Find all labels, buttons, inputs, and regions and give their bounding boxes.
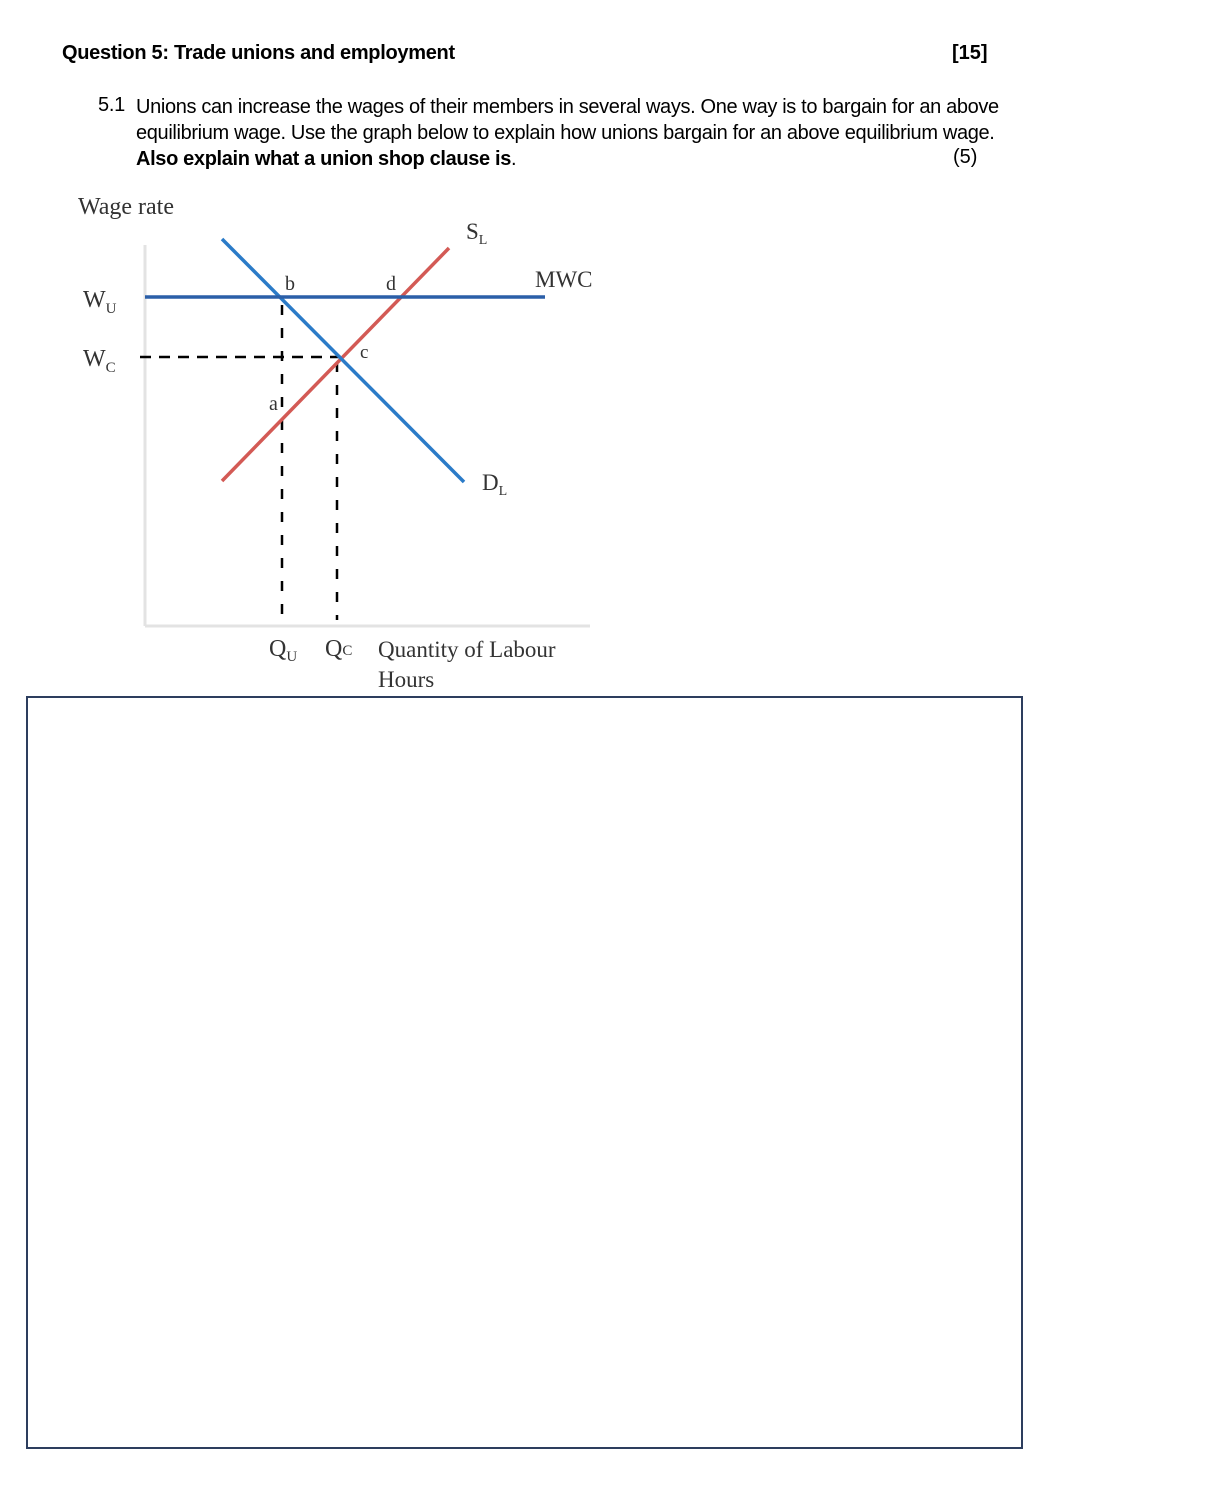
question-title: Question 5: Trade unions and employment — [62, 42, 455, 64]
subquestion-line-1: Unions can increase the wages of their members in several ways. One way is to bargain for an above — [136, 96, 999, 118]
x-axis-label-hours: Hours — [378, 667, 435, 692]
point-c-label: c — [360, 342, 369, 363]
supply-curve — [222, 248, 449, 481]
total-marks: [15] — [952, 42, 988, 64]
subquestion-number: 5.1 — [98, 94, 125, 116]
subquestion-line-2: equilibrium wage. Use the graph below to explain how unions bargain for an above equilibrium wage. — [136, 122, 995, 144]
supply-label: $S_L$ — [466, 219, 488, 248]
qu-label: $Q_U$ — [269, 636, 298, 665]
wu-label: $W_U$ — [83, 287, 117, 317]
mwc-label: MWC — [535, 267, 593, 292]
demand-label: $D_L$ — [482, 470, 508, 499]
union-wage-graph — [0, 0, 1212, 700]
qc-label: QC — [325, 636, 353, 662]
point-a-label: a — [269, 393, 278, 415]
point-b-label: b — [285, 273, 295, 295]
wc-label: $W_C$ — [83, 346, 116, 376]
answer-box[interactable] — [26, 696, 1023, 1449]
point-d-label: d — [386, 273, 396, 295]
x-axis-label: Quantity of Labour — [378, 637, 556, 662]
subquestion-bold-text: Also explain what a union shop clause is — [136, 148, 511, 170]
y-axis-label: Wage rate — [78, 194, 174, 220]
subquestion-line-3: Also explain what a union shop clause is. — [136, 148, 517, 170]
subquestion-marks: (5) — [953, 146, 978, 168]
